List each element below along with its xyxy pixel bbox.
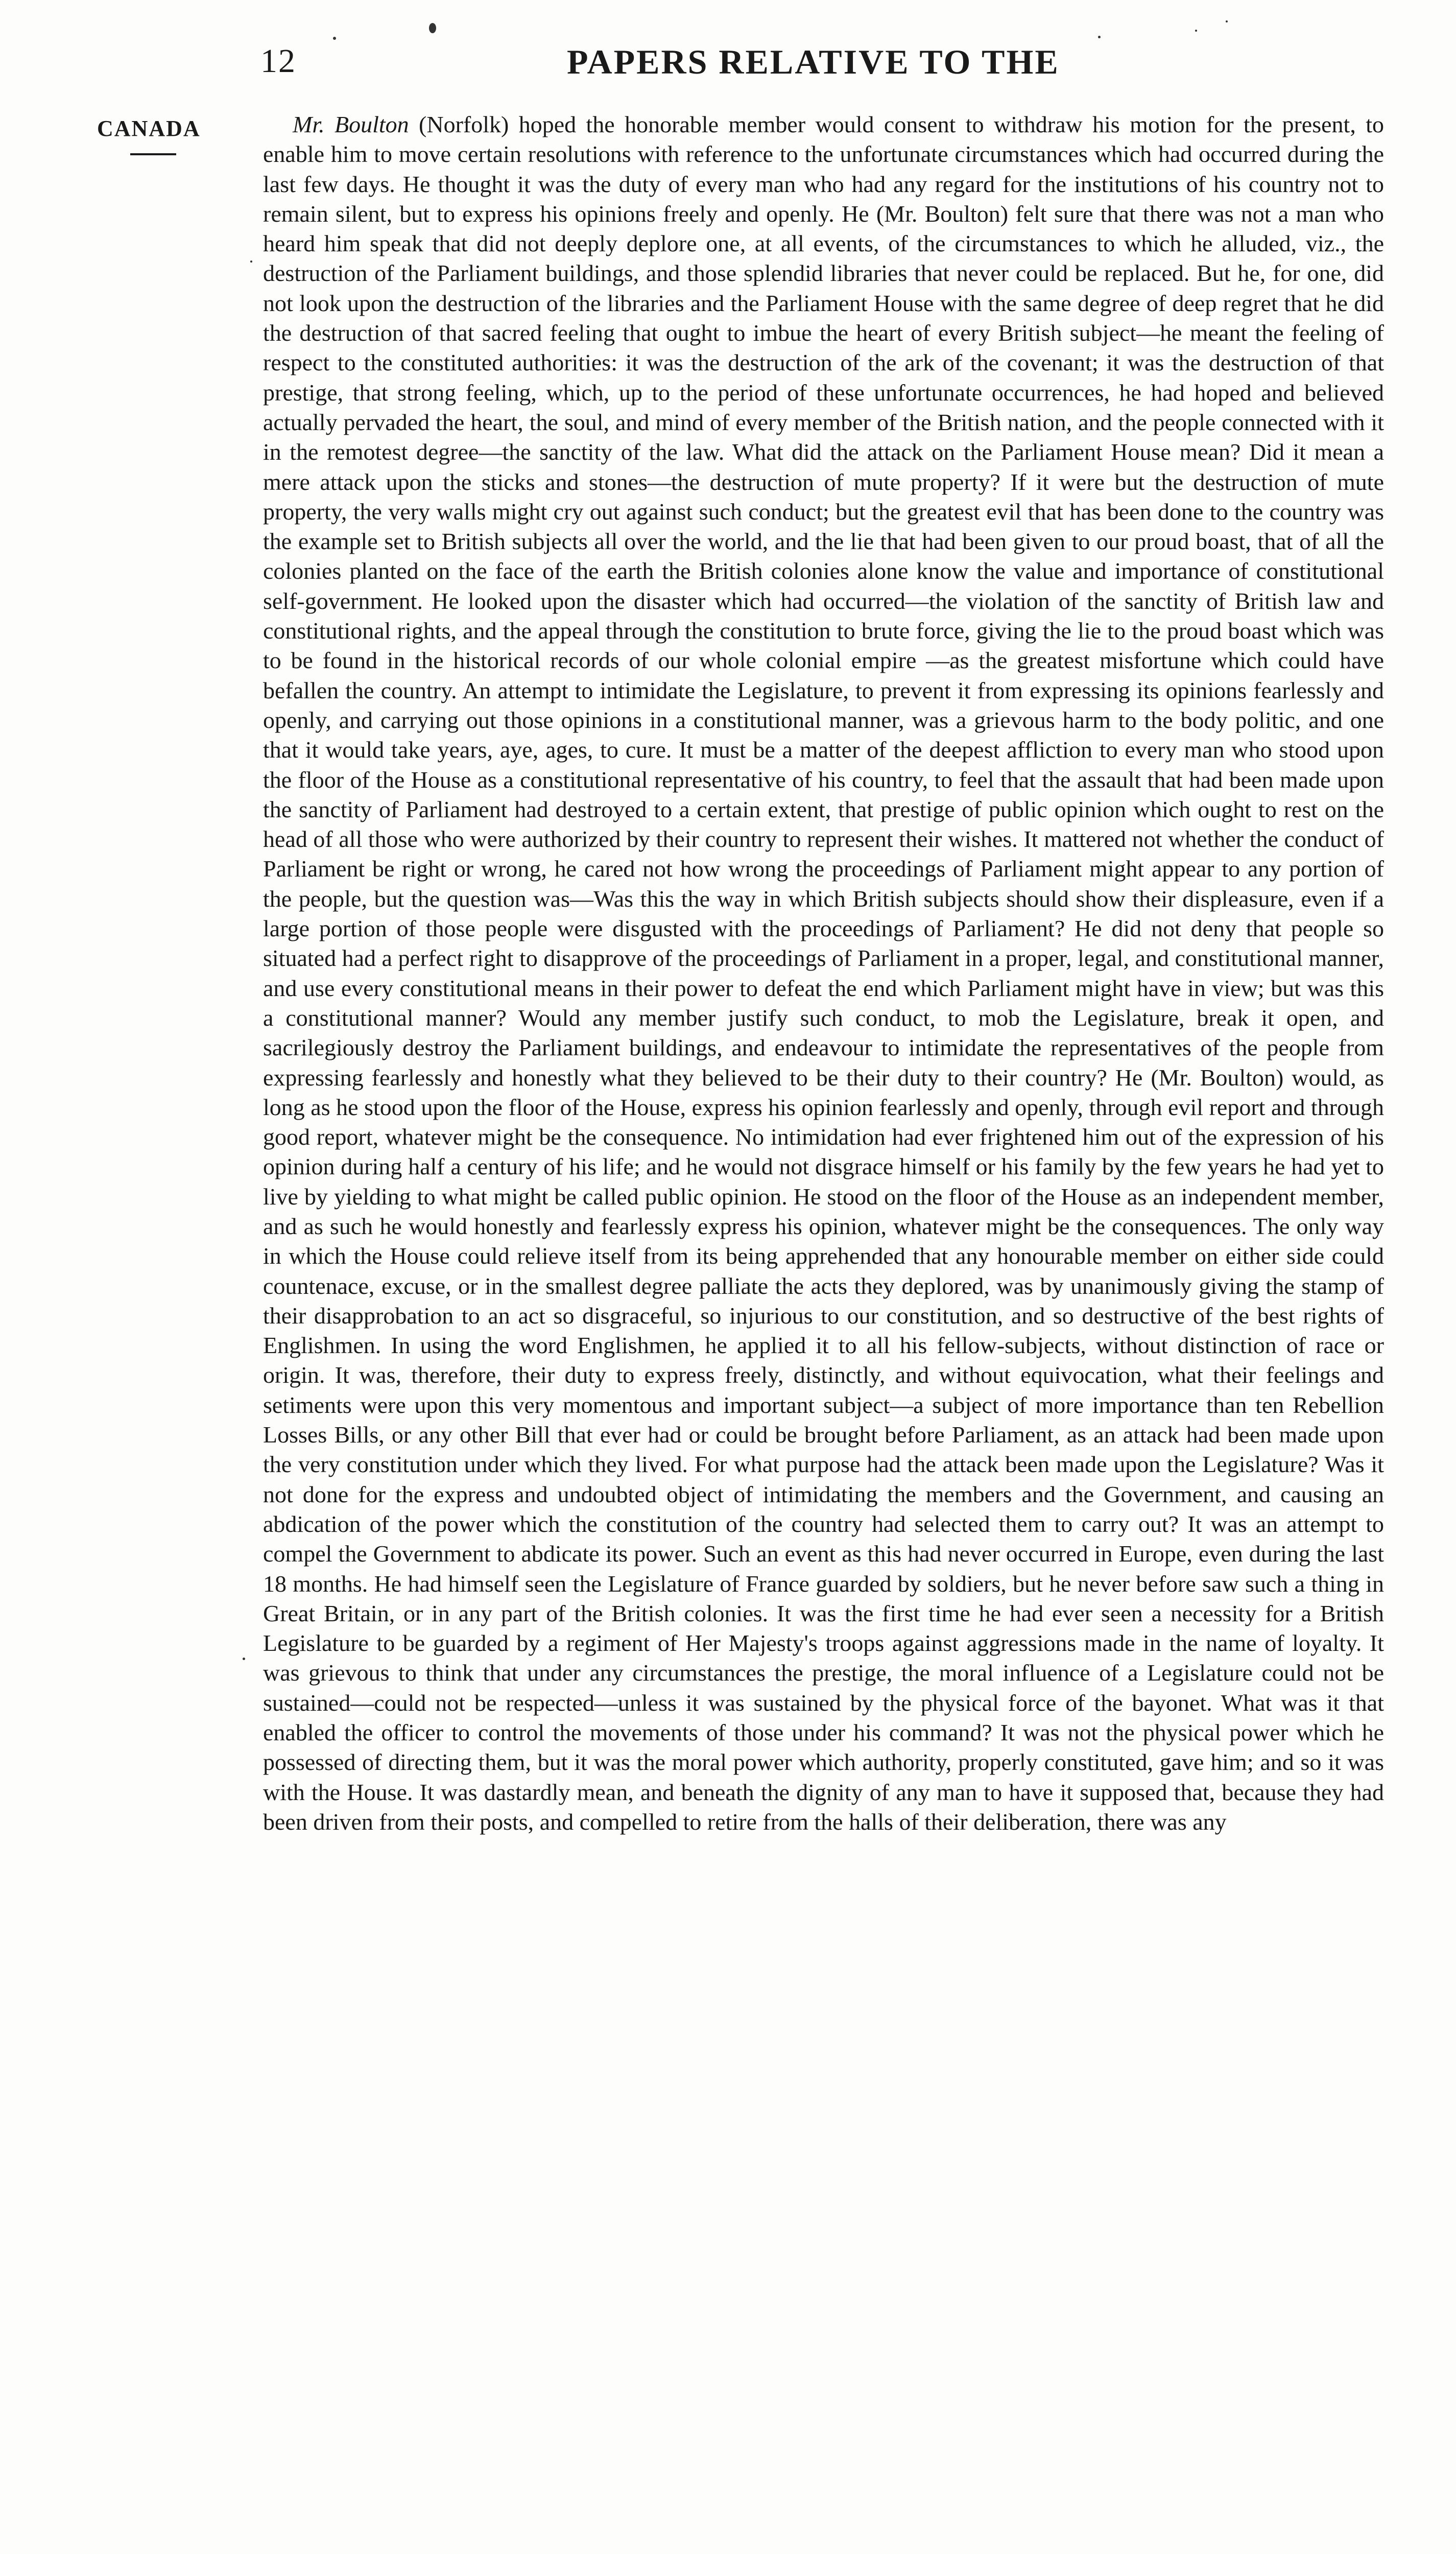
scan-speck — [1195, 30, 1197, 32]
scan-speck — [1098, 36, 1101, 38]
margin-rule — [130, 153, 176, 155]
speech-paragraph — [263, 110, 1384, 2439]
page-number: 12 — [260, 42, 296, 80]
scan-speck — [250, 261, 252, 263]
speech-text: (Norfolk) hoped the honorable member would consent to withdraw his motion for the present, to enable him to move certain resolutions with reference to the unfortunate circumstances which had occurred during the last few days. He thought it was the duty of every man who had any regard for the institutions of his country not to remain silent, but to express his opinions freely and openly. He (Mr. Boulton) felt sure that there was not a man who heard him speak that did not deeply deplore one, at all events, of the circumstances to which he alluded, viz., the destruction of the Parliament buildings, and those splendid libraries that never could be replaced. But he, for one, did not look upon the destruction of the libraries and the Parliament House with the same degree of deep regret that he did the destruction of that sacred feeling that ought to imbue the heart of every British subject—he meant the feeling of respect to the constituted authorities: it was the destruction of the ark of the covenant; it was the destruction of that prestige, that strong feeling, which, up to the period of these unfortunate occurrences, he had hoped and believed actually pervaded the heart, the soul, and mind of every member of the British nation, and the people connected with it in the remotest degree—the sanctity of the law. What did the attack on the Parliament House mean? Did it mean a mere attack upon the sticks and stones—the destruction of mute property? If it were but the destruction of mute property, the very walls might cry out against such conduct; but the greatest evil that has been done to the country was the example set to British subjects all over the world, and the lie that had been given to our proud boast, that of all the colonies planted on the face of the earth the British colonies alone know the value and importance of constitutional self-government. He looked upon the disaster which had occurred—the violation of the sanctity of British law and constitutional rights, and the appeal through the constitution to brute force, giving the lie to the proud boast which was to be found in the historical records of our whole colonial empire —as the greatest misfortune which could have befallen the country. An attempt to intimidate the Legislature, to prevent it from expressing its opinions fearlessly and openly, and carrying out those opinions in a constitutional manner, was a grievous harm to the body politic, and one that it would take years, aye, ages, to cure. It must be a matter of the deepest affliction to every man who stood upon the floor of the House as a constitutional representative of his country, to feel that the assault that had been made upon the sanctity of Parliament had destroyed to a certain extent, that prestige of public opinion which ought to rest on the head of all those who were authorized by their country to represent their wishes. It mattered not whether the conduct of Parliament be right or wrong, he cared not how wrong the proceedings of Parliament might appear to any portion of the people, but the question was—Was this the way in which British subjects should show their displeasure, even if a large portion of those people were disgusted with the proceedings of Parliament? He did not deny that people so situated had a perfect right to disapprove of the proceedings of Parliament in a proper, legal, and constitutional manner, and use every constitutional means in their power to defeat the end which Parliament might have in view; but was this a constitutional manner? Would any member justify such conduct, to mob the Legislature, break it open, and sacrilegiously destroy the Parliament buildings, and endeavour to intimidate the representatives of the people from expressing fearlessly and honestly what they believed to be their duty to their country? He (Mr. Boulton) would, as long as he stood upon the floor of the House, express his opinion fearlessly and openly, through evil report and through good report, whatever might be the consequence. No intimidation had ever frightened him out of the expression of his opinion during half a century of his life; and he would not disgrace himself or his family by the few years he had yet to live by yielding to what might be called public opinion. He stood on the floor of the House as an independent member, and as such he would honestly and fearlessly express his opinion, whatever might be the consequences. The only way in which the House could relieve itself from its being apprehended that any honourable member on either side could countenace, excuse, or in the smallest degree palliate the acts they deplored, was by unanimously giving the stamp of their disapprobation to an act so disgraceful, so injurious to our constitution, and so destructive of the best rights of Englishmen. In using the word Englishmen, he applied it to all his fellow-subjects, without distinction of race or origin. It was, therefore, their duty to express freely, distinctly, and without equivocation, what their feelings and setiments were upon this very momentous and important subject—a subject of more importance than ten Rebellion Losses Bills, or any other Bill that ever had or could be brought before Parliament, as an attack had been made upon the very constitution under which they lived. For what purpose had the attack been made upon the Legislature? Was it not done for the express and undoubted object of intimidating the members and the Government, and causing an abdication of the power which the constitution of the country had selected them to carry out? It was an attempt to compel the Government to abdicate its power. Such an event as this had never occurred in Europe, even during the last 18 months. He had himself seen the Legislature of France guarded by soldiers, but he never before saw such a thing in Great Britain, or in any part of the British colonies. It was the first time he had ever seen a necessity for a British Legislature to be guarded by a regiment of Her Majesty's troops against aggressions made in the name of loyalty. It was grievous to think that under any circumstances the prestige, the moral influence of a Legislature could not be sustained—could not be respected—unless it was sustained by the physical force of the bayonet. What was it that enabled the officer to control the movements of those under his command? It was not the physical power which he possessed of directing them, but it was the moral power which authority, properly constituted, gave him; and so it was with the House. It was dastardly mean, and beneath the dignity of any man to have it supposed that, because they had been driven from their posts, and compelled to retire from the halls of their deliberation, there was any — [263, 111, 1384, 1835]
scan-speck — [243, 1658, 245, 1660]
scan-speck — [333, 37, 336, 40]
scan-speck — [1226, 20, 1228, 22]
running-title: PAPERS RELATIVE TO THE — [567, 42, 1060, 81]
speaker-name: Mr. Boulton — [293, 111, 409, 137]
margin-note-country: CANADA — [97, 116, 201, 141]
scan-speck — [429, 23, 436, 33]
